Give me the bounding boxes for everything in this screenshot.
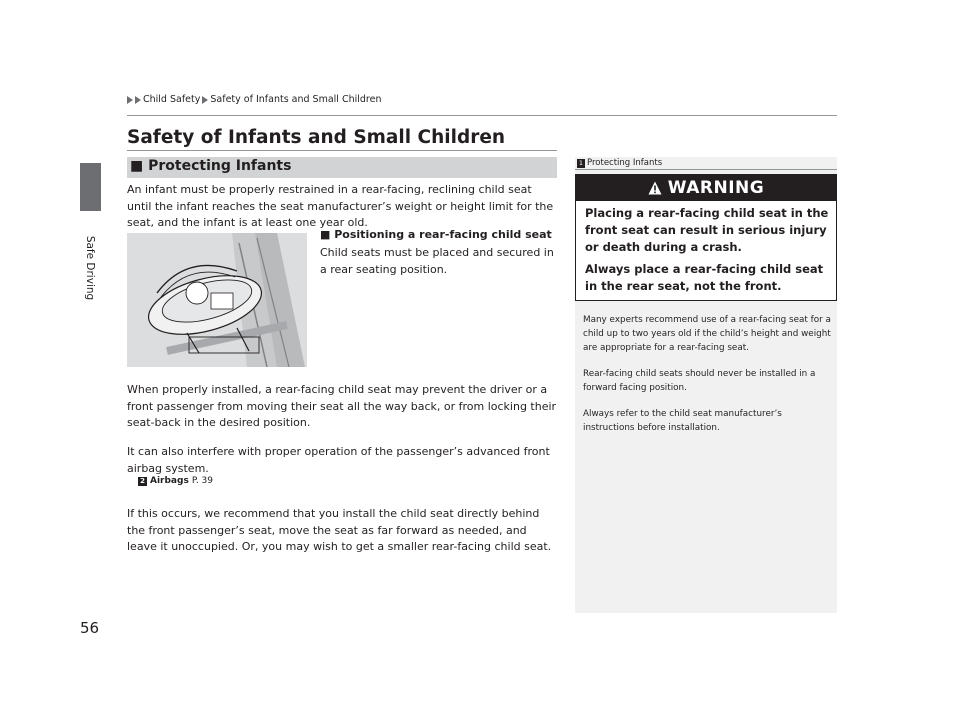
sidebar-title-divider [575, 169, 837, 170]
warning-text-2: Always place a rear-facing child seat in the rear seat, not the front. [585, 262, 824, 293]
airbags-reference-link[interactable] [138, 476, 213, 486]
breadcrumb-arrow-icon [127, 96, 133, 104]
sidebar-note-2: Rear-facing child seats should never be installed in a forward facing position. [583, 369, 816, 393]
header-divider [127, 115, 837, 116]
section-heading [130, 158, 291, 174]
breadcrumb-item-child-safety[interactable]: Child Safety [143, 94, 201, 105]
sidebar-note-3: Always refer to the child seat manufacturer’s instructions before installation. [583, 409, 782, 433]
warning-triangle-icon [648, 181, 662, 195]
breadcrumb-arrow-icon [202, 96, 208, 104]
paragraph-installation: When properly installed, a rear-facing child seat may prevent the driver or a front passenger from moving their seat all the way back, or from locking their seat-back in the desired position. [127, 383, 557, 429]
warning-text-1: Placing a rear-facing child seat in the front seat can result in serious injury or death during a crash. [585, 206, 829, 254]
intro-paragraph: An infant must be properly restrained in a rear-facing, reclining child seat until the infant reaches the seat manufacturer’s weight or height limit for the seat, and the infant is at least one year old. [127, 183, 554, 229]
section-heading-text: Protecting Infants [148, 158, 292, 174]
warning-header [576, 175, 836, 201]
sub-paragraph: Child seats must be placed and secured in a rear seating position. [320, 246, 554, 276]
sidebar-note-1: Many experts recommend use of a rear-facing seat for a child up to two years old if the child’s height and weight are appropriate for a rear-facing seat. [583, 315, 831, 353]
reference-page: P. 39 [191, 476, 214, 486]
title-divider [127, 150, 557, 151]
warning-label: WARNING [667, 178, 765, 198]
side-section-label: Safe Driving [84, 235, 96, 301]
sidebar-title-text: Protecting Infants [587, 158, 663, 168]
breadcrumb [127, 94, 382, 105]
section-tab [80, 163, 101, 211]
child-seat-illustration [127, 233, 307, 367]
sidebar-number-badge: 1 [578, 158, 584, 167]
section-marker: ■ [130, 158, 144, 174]
reference-arrow-icon: 2 [138, 477, 147, 486]
breadcrumb-arrow-icon [135, 96, 141, 104]
paragraph-recommendation: If this occurs, we recommend that you install the child seat directly behind the front passenger’s seat, move the seat as far forward as needed, and leave it unoccupied. Or, you may wish to get a smaller rear-facing child seat. [127, 507, 552, 553]
sidebar-title [577, 158, 662, 168]
sub-heading-marker: ■ [320, 228, 331, 241]
rear-facing-seat-icon [127, 233, 307, 367]
reference-label: Airbags [150, 476, 189, 486]
sub-heading [320, 228, 552, 241]
sub-heading-text: Positioning a rear-facing child seat [334, 228, 552, 241]
page-number: 56 [80, 619, 100, 637]
paragraph-airbag: It can also interfere with proper operation of the passenger’s advanced front airbag system. [127, 445, 550, 475]
page-title: Safety of Infants and Small Children [127, 127, 506, 148]
breadcrumb-item-current: Safety of Infants and Small Children [210, 94, 382, 105]
